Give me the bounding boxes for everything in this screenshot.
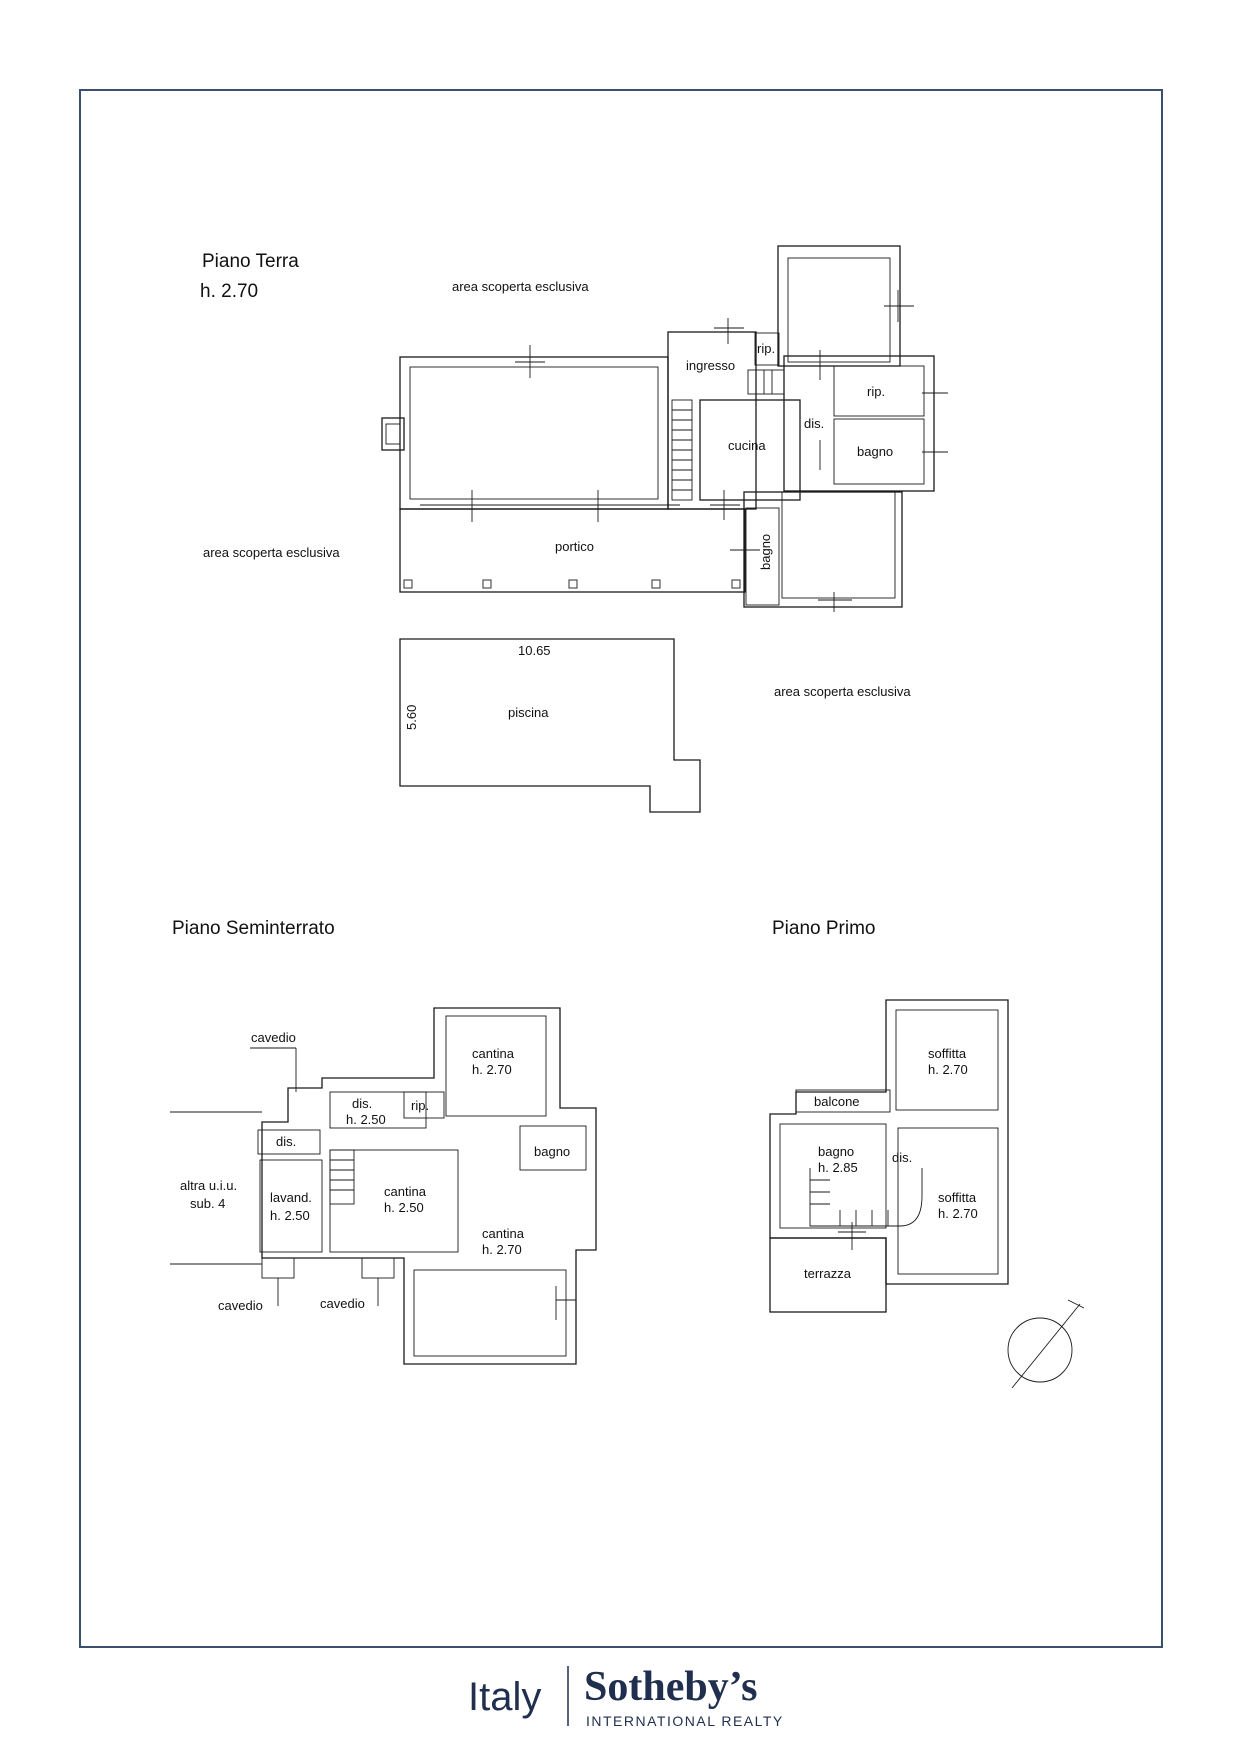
staircase-icon — [330, 1150, 354, 1204]
cellar-room — [414, 1270, 566, 1356]
piano-seminterrato-title: Piano Seminterrato — [172, 918, 335, 939]
room-label-rip: rip. — [411, 1098, 430, 1113]
living-room — [410, 367, 658, 499]
wall-outline — [400, 357, 668, 509]
piano-terra-height: h. 2.70 — [200, 281, 259, 302]
room-label-portico: portico — [555, 539, 595, 554]
room-label-terrazza: terrazza — [804, 1266, 851, 1281]
room-label-soffitta: soffitta — [928, 1046, 967, 1061]
room-label-bagno-height: h. 2.85 — [818, 1160, 858, 1175]
room-label-cantina-height: h. 2.70 — [482, 1242, 522, 1257]
label-sub: sub. 4 — [190, 1196, 226, 1211]
piano-primo-title: Piano Primo — [772, 918, 876, 939]
north-arrow-icon — [1008, 1300, 1084, 1388]
cavedio-shaft — [362, 1258, 394, 1278]
piano-seminterrato-plan — [170, 918, 596, 1364]
wall-outline — [778, 246, 900, 366]
room-label-cantina: cantina — [482, 1226, 524, 1241]
room-label-bagno: bagno — [857, 444, 894, 459]
bedroom — [788, 258, 890, 362]
room-label-cavedio: cavedio — [218, 1298, 263, 1313]
brand-italy-text: Italy — [468, 1675, 542, 1719]
wall-outline — [770, 1000, 1008, 1284]
staircase-icon — [810, 1168, 922, 1226]
room-label-bagno: bagno — [534, 1144, 571, 1159]
room-label-lavand-height: h. 2.50 — [270, 1208, 310, 1223]
room-label-ingresso: ingresso — [686, 358, 736, 373]
brand-name-text: Sotheby’s — [584, 1664, 758, 1710]
outdoor-area-label: area scoperta esclusiva — [774, 684, 911, 699]
room-label-soffitta: soffitta — [938, 1190, 977, 1205]
room-label-rip: rip. — [757, 341, 776, 356]
pool-outline — [400, 639, 700, 812]
room-label-cantina: cantina — [472, 1046, 514, 1061]
outdoor-area-label: area scoperta esclusiva — [203, 545, 340, 560]
pool-length-label: 10.65 — [518, 643, 551, 658]
laundry-room — [260, 1160, 322, 1252]
room-label-balcone: balcone — [814, 1094, 860, 1109]
room-label-bagno: bagno — [818, 1144, 855, 1159]
piano-primo-plan — [770, 918, 1084, 1388]
room-label-cucina: cucina — [728, 438, 766, 453]
chimney-icon — [382, 418, 404, 450]
room-label-lavand: lavand. — [270, 1190, 312, 1205]
room-label-soffitta-height: h. 2.70 — [928, 1062, 968, 1077]
piano-terra-title: Piano Terra — [202, 251, 299, 272]
room-label-cavedio: cavedio — [320, 1296, 365, 1311]
staircase-icon — [672, 370, 784, 500]
room-label-dis: dis. — [892, 1150, 913, 1165]
outdoor-area-label: area scoperta esclusiva — [452, 279, 589, 294]
room-label-dis-height: h. 2.50 — [346, 1112, 386, 1127]
bedroom — [782, 492, 895, 598]
bathroom — [780, 1124, 886, 1228]
brand-subtitle-text: INTERNATIONAL REALTY — [586, 1713, 784, 1729]
room-label-rip: rip. — [867, 384, 886, 399]
pool-label: piscina — [508, 705, 549, 720]
room-label-dis: dis. — [804, 416, 825, 431]
pool-width-label: 5.60 — [404, 704, 419, 730]
piano-terra-plan — [200, 246, 948, 812]
room-label-dis: dis. — [276, 1134, 297, 1149]
room-label-cantina-height: h. 2.70 — [472, 1062, 512, 1077]
room-label-cantina: cantina — [384, 1184, 426, 1199]
room-label-cantina-height: h. 2.50 — [384, 1200, 424, 1215]
room-label-soffitta-height: h. 2.70 — [938, 1206, 978, 1221]
cavedio-shaft — [262, 1258, 294, 1278]
sheet-frame — [80, 90, 1162, 1647]
room-label-dis: dis. — [352, 1096, 373, 1111]
brand-logo — [468, 1664, 784, 1729]
room-label-bagno: bagno — [758, 533, 773, 570]
label-altra-uiu: altra u.i.u. — [180, 1178, 238, 1193]
room-label-cavedio: cavedio — [251, 1030, 296, 1045]
